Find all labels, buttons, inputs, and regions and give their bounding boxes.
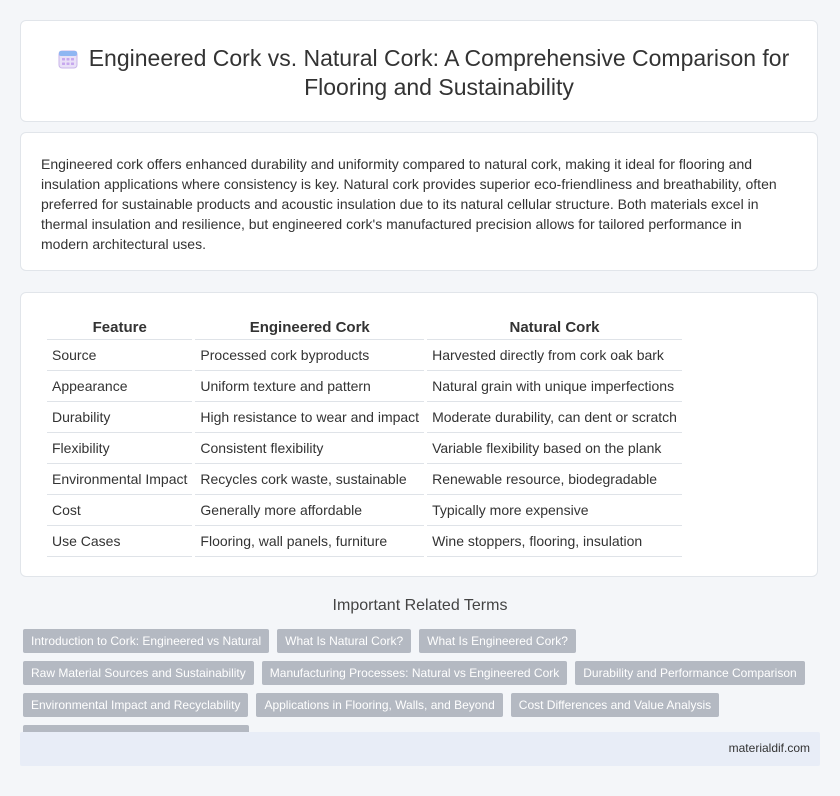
intro-card — [20, 132, 818, 271]
natural-cell: Typically more expensive — [427, 495, 682, 526]
engineered-cell: Consistent flexibility — [195, 433, 424, 464]
engineered-cell: Uniform texture and pattern — [195, 371, 424, 402]
engineered-cell: High resistance to wear and impact — [195, 402, 424, 433]
feature-cell: Appearance — [47, 371, 192, 402]
column-header-natural-cork: Natural Cork — [427, 315, 682, 340]
feature-cell: Cost — [47, 495, 192, 526]
table-row — [47, 371, 682, 402]
natural-cell: Natural grain with unique imperfections — [427, 371, 682, 402]
footer-bar — [20, 732, 820, 766]
feature-cell: Environmental Impact — [47, 464, 192, 495]
table-row — [47, 526, 682, 557]
engineered-cell: Flooring, wall panels, furniture — [195, 526, 424, 557]
related-term-tag[interactable]: Durability and Performance Comparison — [575, 661, 804, 685]
footer-site-name[interactable]: materialdif.com — [728, 741, 810, 755]
related-term-tag[interactable]: Cost Differences and Value Analysis — [511, 693, 719, 717]
related-terms-list — [23, 629, 813, 749]
feature-cell: Source — [47, 340, 192, 371]
feature-cell: Durability — [47, 402, 192, 433]
related-term-tag[interactable]: What Is Natural Cork? — [277, 629, 411, 653]
table-row — [47, 464, 682, 495]
table-row — [47, 433, 682, 464]
column-header-engineered-cork: Engineered Cork — [195, 315, 424, 340]
feature-cell: Use Cases — [47, 526, 192, 557]
feature-cell: Flexibility — [47, 433, 192, 464]
natural-cell: Wine stoppers, flooring, insulation — [427, 526, 682, 557]
related-term-tag[interactable]: Raw Material Sources and Sustainability — [23, 661, 254, 685]
table-row — [47, 402, 682, 433]
comparison-table — [44, 315, 685, 557]
column-header-feature: Feature — [47, 315, 192, 340]
page-title: Engineered Cork vs. Natural Cork: A Comprehensive Comparison for Flooring and Sustainability — [88, 45, 790, 100]
header-card — [20, 20, 818, 122]
intro-paragraph: Engineered cork offers enhanced durability and uniformity compared to natural cork, making it ideal for flooring and insulation applications where consistency is key. Natural cork provides superior eco-friendliness and breathability, often preferred for sustainable products and acoustic insulation due to its natural cellular structure. Both materials excel in thermal insulation and resilience, but engineered cork's manufactured precision allows for tailored performance in modern architectural uses. — [41, 156, 777, 252]
related-term-tag[interactable]: Manufacturing Processes: Natural vs Engineered Cork — [262, 661, 567, 685]
calendar-grid-icon — [57, 48, 79, 70]
table-row — [47, 340, 682, 371]
table-row — [47, 495, 682, 526]
natural-cell: Renewable resource, biodegradable — [427, 464, 682, 495]
related-term-tag[interactable]: What Is Engineered Cork? — [419, 629, 576, 653]
natural-cell: Moderate durability, can dent or scratch — [427, 402, 682, 433]
comparison-table-card — [20, 292, 818, 577]
related-term-tag[interactable]: Environmental Impact and Recyclability — [23, 693, 248, 717]
related-term-tag[interactable]: Applications in Flooring, Walls, and Beyond — [256, 693, 502, 717]
natural-cell: Variable flexibility based on the plank — [427, 433, 682, 464]
engineered-cell: Recycles cork waste, sustainable — [195, 464, 424, 495]
table-header-row — [47, 315, 682, 340]
related-term-tag[interactable]: Introduction to Cork: Engineered vs Natural — [23, 629, 269, 653]
related-terms-heading: Important Related Terms — [332, 597, 508, 614]
engineered-cell: Generally more affordable — [195, 495, 424, 526]
engineered-cell: Processed cork byproducts — [195, 340, 424, 371]
natural-cell: Harvested directly from cork oak bark — [427, 340, 682, 371]
